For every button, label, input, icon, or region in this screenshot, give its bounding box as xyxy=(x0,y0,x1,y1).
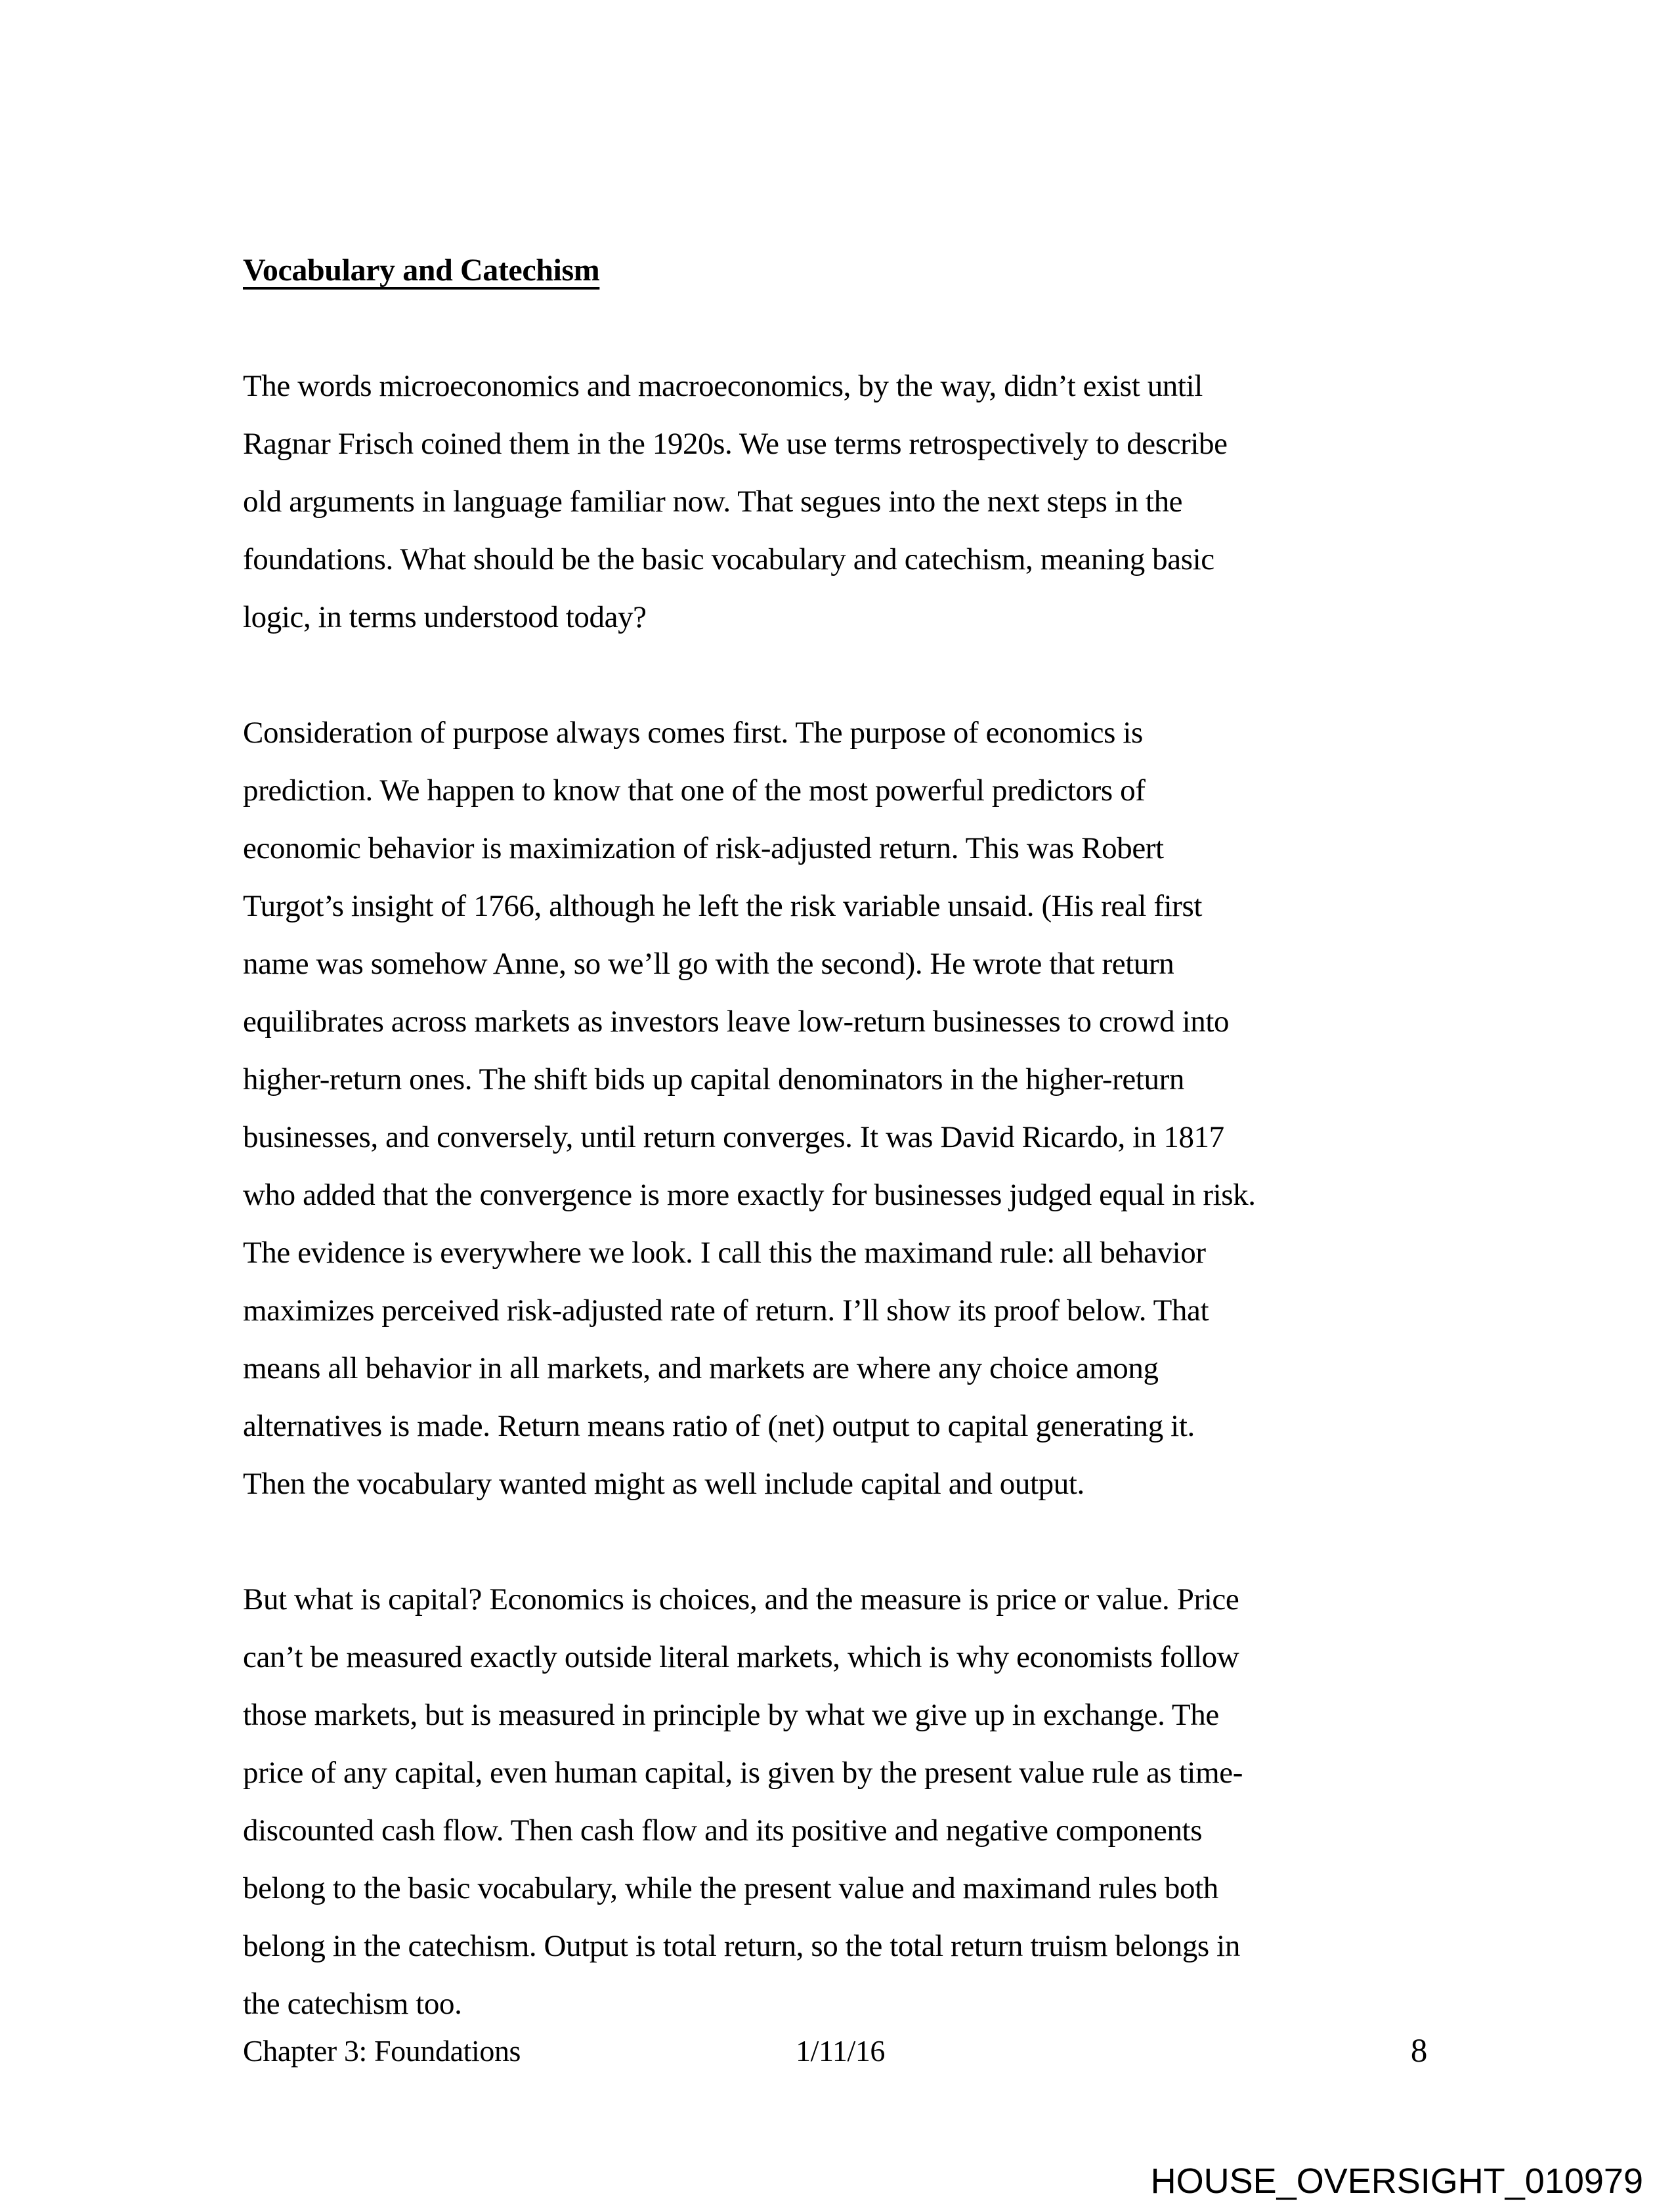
text-line: equilibrates across markets as investors leave low-return businesses to crowd into xyxy=(243,1005,1230,1039)
text-line: foundations. What should be the basic vocabulary and catechism, meaning basic xyxy=(243,542,1214,576)
bates-stamp: HOUSE_OVERSIGHT_010979 xyxy=(1150,2161,1643,2201)
paragraph xyxy=(243,357,1438,646)
text-line: businesses, and conversely, until return converges. It was David Ricardo, in 1817 xyxy=(243,1120,1224,1154)
text-line: name was somehow Anne, so we’ll go with the second). He wrote that return xyxy=(243,947,1174,981)
text-line: price of any capital, even human capital, is given by the present value rule as time- xyxy=(243,1756,1243,1790)
text-line: higher-return ones. The shift bids up capital denominators in the higher-return xyxy=(243,1062,1185,1096)
text-line: maximizes perceived risk-adjusted rate of return. I’ll show its proof below. That xyxy=(243,1293,1209,1328)
footer-page-number: 8 xyxy=(1410,2033,1427,2070)
text-line: Consideration of purpose always comes first. The purpose of economics is xyxy=(243,716,1143,750)
text-line: the catechism too. xyxy=(243,1987,462,2021)
text-line: alternatives is made. Return means ratio of (net) output to capital generating it. xyxy=(243,1409,1195,1443)
document-body xyxy=(243,242,1438,2033)
text-line: discounted cash flow. Then cash flow and its positive and negative components xyxy=(243,1813,1203,1848)
paragraph xyxy=(243,704,1438,1513)
text-line: The evidence is everywhere we look. I call this the maximand rule: all behavior xyxy=(243,1236,1206,1270)
text-line: But what is capital? Economics is choices, and the measure is price or value. Price xyxy=(243,1582,1239,1616)
footer-date: 1/11/16 xyxy=(795,2034,886,2068)
text-line: who added that the convergence is more exactly for businesses judged equal in risk. xyxy=(243,1178,1256,1212)
text-line: means all behavior in all markets, and markets are where any choice among xyxy=(243,1351,1159,1385)
text-line: can’t be measured exactly outside literal markets, which is why economists follow xyxy=(243,1640,1239,1674)
section-heading: Vocabulary and Catechism xyxy=(243,253,600,288)
text-line: The words microeconomics and macroeconomics, by the way, didn’t exist until xyxy=(243,369,1203,403)
text-line: Then the vocabulary wanted might as well include capital and output. xyxy=(243,1467,1084,1501)
text-line: economic behavior is maximization of risk-adjusted return. This was Robert xyxy=(243,831,1164,865)
text-line: logic, in terms understood today? xyxy=(243,600,647,634)
paragraph xyxy=(243,1571,1438,2033)
text-line: belong to the basic vocabulary, while the present value and maximand rules both xyxy=(243,1871,1218,1905)
text-line: old arguments in language familiar now. That segues into the next steps in the xyxy=(243,485,1183,519)
footer-chapter-label: Chapter 3: Foundations xyxy=(243,2034,521,2068)
text-line: Ragnar Frisch coined them in the 1920s. We use terms retrospectively to describe xyxy=(243,427,1228,461)
page-footer xyxy=(243,2022,1438,2080)
text-line: prediction. We happen to know that one of the most powerful predictors of xyxy=(243,773,1146,808)
text-line: belong in the catechism. Output is total return, so the total return truism belongs in xyxy=(243,1929,1240,1963)
text-line: those markets, but is measured in principle by what we give up in exchange. The xyxy=(243,1698,1219,1732)
text-line: Turgot’s insight of 1766, although he left the risk variable unsaid. (His real first xyxy=(243,889,1203,923)
